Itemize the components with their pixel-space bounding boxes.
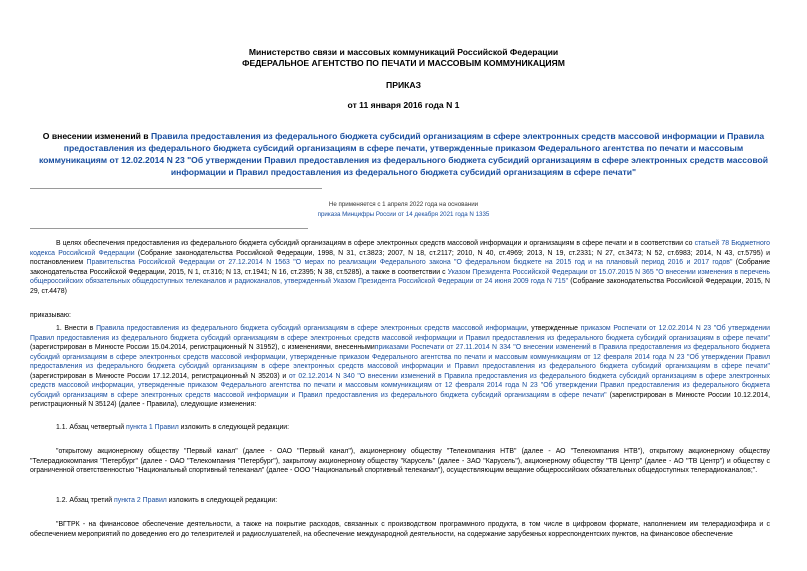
validity-note: Не применяется с 1 апреля 2022 года на основании <box>328 201 479 208</box>
item-1-paragraph <box>30 324 770 410</box>
order-334-link[interactable]: приказами Роспечати от 27.11.2014 N 334 "О внесении изменений в Правила предоставления из федерального бюджета субсидий организациям в сфере электронных средств массовой информации, утвержденные приказом Федерального агентства по печати и массовым коммуникациям от 12 февраля 2014 года N 23 "Об утверждении Правил предоставления из федерального бюджета субсидий организациям в сфере электронных средств массовой информации и Правил предоставления из федерального бюджета субсидий организациям в сфере печати" <box>30 344 770 370</box>
item1-1-text-1: 1.1. Абзац четвертый <box>56 424 126 431</box>
validity-link[interactable]: приказа Минцифры России от 14 декабря 2021 года N 1335 <box>317 211 490 218</box>
title-link[interactable]: Правила предоставления из федерального бюджета субсидий организациям в сфере электронных средств массовой информации и Правила предоставления из федерального бюджета субсидий организациям в сфере печати, утвержденные приказом Федерального агентства по печати и массовым коммуникациям от 12.02.2014 N 23 "Об утверждении Правил предоставления из федерального бюджета субсидий организациям в сфере электронных средств массовой информации и Правил предоставления из федерального бюджета субсидий организациям в сфере печати" <box>38 131 769 177</box>
item1-2-text-1: 1.2. Абзац третий <box>56 497 115 504</box>
point-1-link[interactable]: пункта 1 Правил <box>125 424 179 431</box>
item1-text-5: (зарегистрирован в Минюсте России 10.12.2014, регистрационный N 35124) (далее - Правила), следующие изменения: <box>30 391 771 408</box>
item-1-2-paragraph <box>30 496 770 506</box>
preamble-paragraph <box>30 239 770 296</box>
item1-1-text-2: изложить в следующей редакции: <box>178 424 290 431</box>
validity-note-line2 <box>0 210 807 219</box>
preamble-text-3: (Собрание законодательства Российской Федерации, 2015, N 1, ст.316; N 13, ст.1941; N 16, ст.2395; N 38, ст.5285), а также в соответствии с <box>30 259 770 276</box>
document-type: ПРИКАЗ <box>386 80 421 90</box>
order-word: приказываю: <box>30 312 71 319</box>
order-340-link[interactable]: от 02.12.2014 N 340 "О внесении изменений в Правила предоставления из федерального бюджета субсидий организациям в сфере электронных средств массовой информации, утвержденные приказом Федерального агентства по печати и массовым коммуникациям от 12 февраля 2014 года N 23 "Об утверждении Правил предоставления из федерального бюджета субсидий организациям в сфере электронных средств массовой информации и Правил предоставления из федерального бюджета субсидий организациям в сфере печати" <box>30 372 770 399</box>
item1-text-4: (зарегистрирован в Минюсте России 17.12.2014, регистрационный N 35203) и <box>30 372 289 380</box>
item1-text-2: , утвержденные <box>526 325 581 332</box>
president-decree-link[interactable]: Указом Президента Российской Федерации от 15.07.2015 N 365 "О внесении изменения в перечень общероссийских обязательных общедоступных телеканалов и радиоканалов, утвержденный Указом Президента Российской Федерации от 24 июня 2009 года N 715" <box>30 268 770 285</box>
document-date: от 11 января 2016 года N 1 <box>347 100 460 110</box>
divider-bottom <box>30 228 308 229</box>
preamble-text-1: В целях обеспечения предоставления из федерального бюджета субсидий организациям в сфере электронных средств массовой информации и организациям в сфере печати и в соответствии со <box>56 240 695 247</box>
quote-1-paragraph: "открытому акционерному обществу "Первый канал" (далее - ОАО "Первый канал"), акционерному обществу "Телекомпания НТВ" (далее - АО "Телекомпания НТВ"), открытому акционерному обществу "Телерадиокомпания "Петербург" (далее - ОАО "Телекомпания "Петербург"), закрытому акционерному обществу "Карусель" (далее - ЗАО "Карусель"), акционерному обществу "ТВ Центр" (далее - АО "ТВ Центр") и обществу с ограниченной ответственностью "Национальный спортивный телеканал" (далее - ООО "Национальный спортивный телеканал"), осуществляющим вещание общероссийских обязательных общедоступных телерадиоканалов;". <box>30 448 770 474</box>
ministry-name: Министерство связи и массовых коммуникаций Российской Федерации <box>248 47 559 57</box>
agency-name: ФЕДЕРАЛЬНОЕ АГЕНТСТВО ПО ПЕЧАТИ И МАССОВЫМ КОММУНИКАЦИЯМ <box>242 58 565 68</box>
budget-code-link[interactable]: статьей 78 Бюджетного кодекса Российской Федерации <box>30 240 770 257</box>
document-title <box>30 130 777 178</box>
government-decree-link[interactable]: Правительства Российской Федерации от 27.12.2014 N 1563 "О мерах по реализации Федерального закона "О федеральном бюджете на 2015 год и на плановый период 2016 и 2017 годов" <box>86 259 733 266</box>
item1-text-1: 1. Внести в <box>56 325 97 332</box>
preamble-text-4: (Собрание законодательства Российской Федерации, 2015, N 29, ст.4478) <box>30 278 770 295</box>
preamble-text-2: (Собрание законодательства Российской Федерации, 1998, N 31, ст.3823; 2007, N 18, ст.2117; 2010, N 40, ст.4969; 2013, N 19, ст.2331; N 27, ст.3473; N 52, ст.6983; 2014, N 43, ст.5795) и постановлением <box>30 249 771 266</box>
item-1-1-paragraph <box>30 423 770 433</box>
item1-text-3: (зарегистрирован в Минюсте России 15.04.2014, регистрационный N 31952), с изменениями, внесенными <box>30 344 375 351</box>
item1-2-text-2: изложить в следующей редакции: <box>166 497 278 504</box>
quote-2-paragraph: "ВГТРК - на финансовое обеспечение деятельности, а также на покрытие расходов, связанных с производством программного продукта, в том числе в цифровом формате, наполнением им телерадиоэфира и с обеспечением мероприятий по доведению его до телезрителей и радиослушателей, на обеспечение международной деятельности, на содержание зарубежных корреспондентских пунктов, на финансовое обеспечение <box>30 521 770 538</box>
divider-top <box>30 188 322 189</box>
point-2-link[interactable]: пункта 2 Правил <box>114 497 167 504</box>
order-23-link[interactable]: приказом Роспечати от 12.02.2014 N 23 "Об утверждении Правил предоставления из федерального бюджета субсидий организациям в сфере электронных средств массовой информации и Правил предоставления из федерального бюджета субсидий организациям в сфере печати" <box>30 325 770 342</box>
rules-link[interactable]: Правила предоставления из федерального бюджета субсидий организациям в сфере электронных средств массовой информации <box>96 325 527 332</box>
title-prefix: О внесении изменений в <box>42 131 151 141</box>
